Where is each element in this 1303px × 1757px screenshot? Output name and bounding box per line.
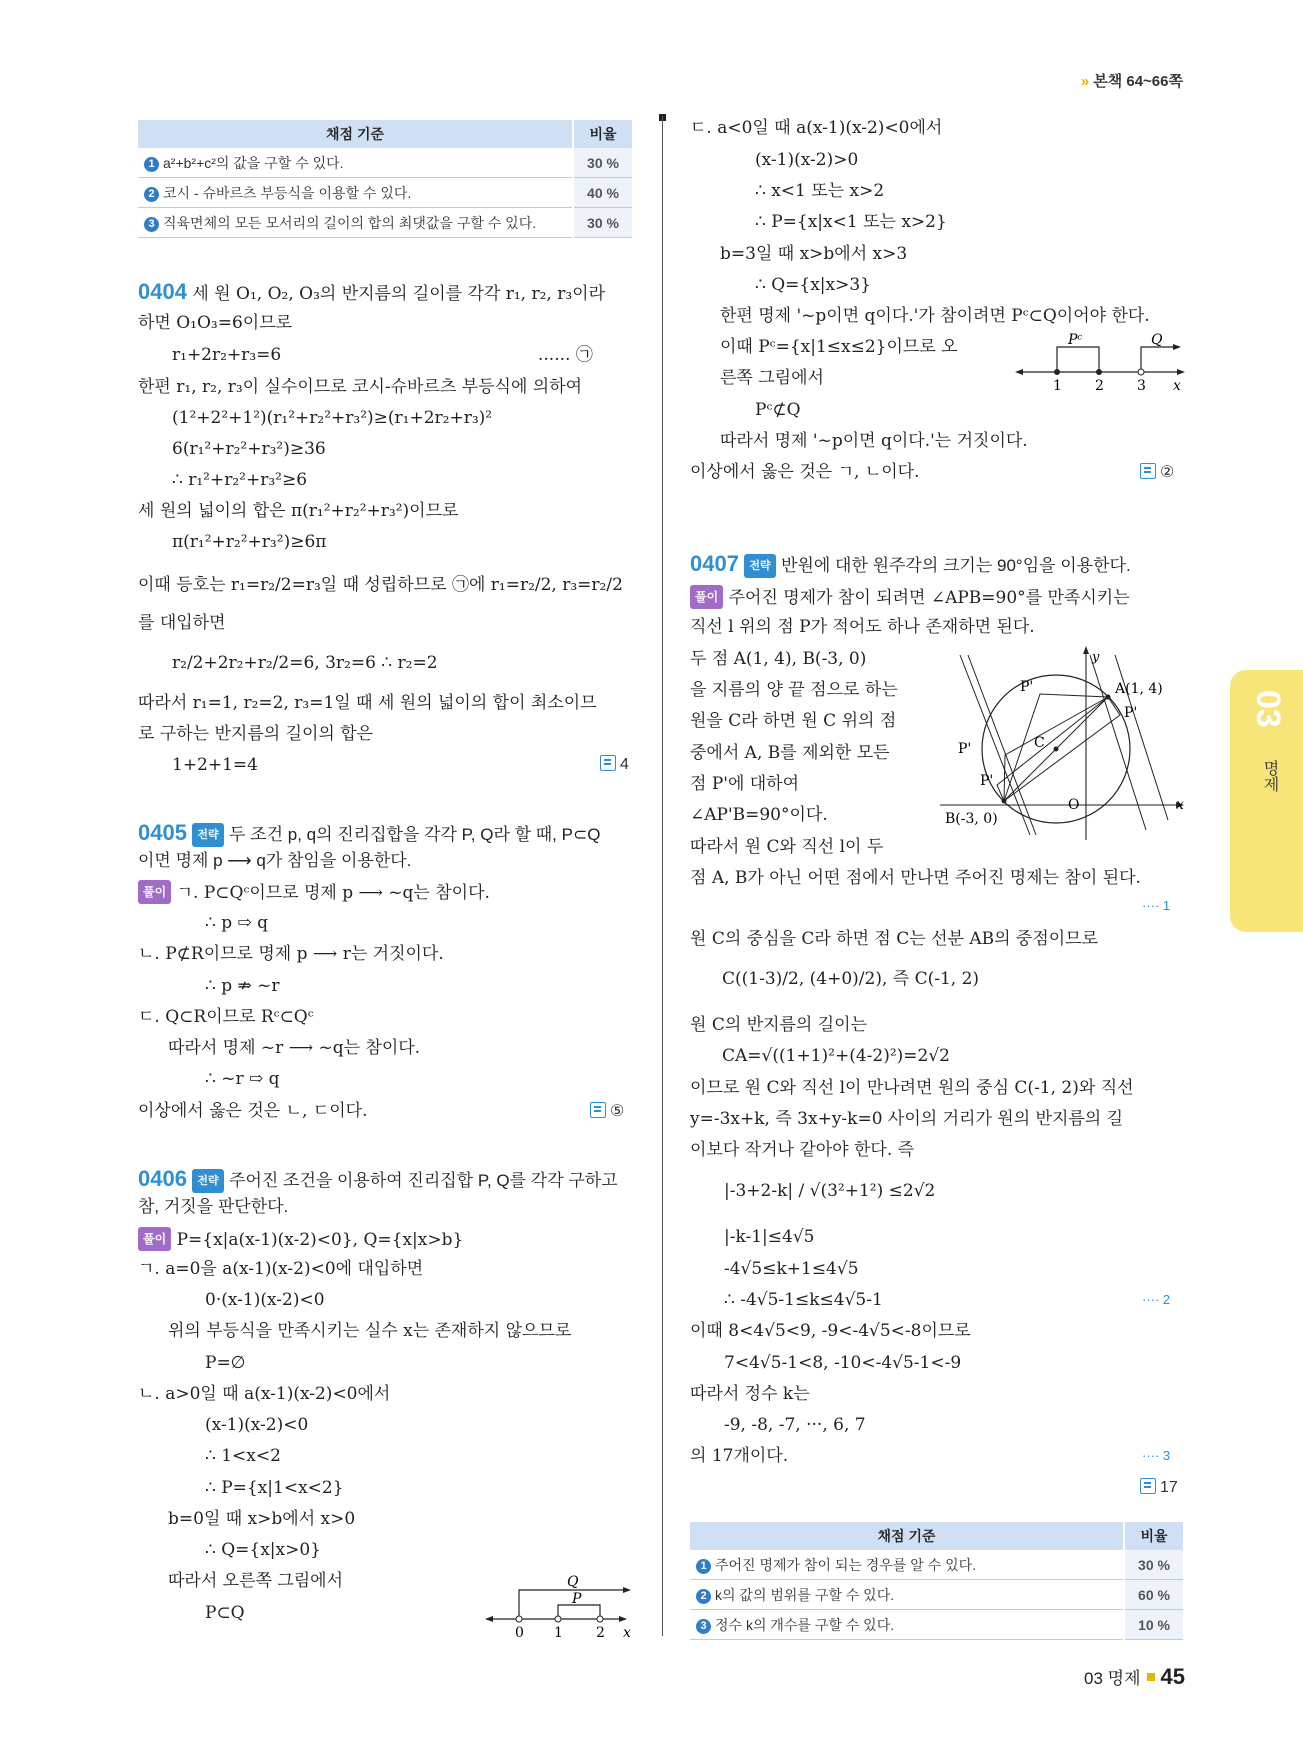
- set-label: Pᶜ: [1068, 332, 1083, 348]
- solution-line: y=-3x+k, 즉 3x+y-k=0 사이의 거리가 원의 반지름의 길: [690, 1109, 1124, 1129]
- circle-number-icon: 3: [144, 217, 159, 232]
- point-label: B(-3, 0): [945, 811, 998, 827]
- solution-line: (x-1)(x-2)>0: [755, 150, 859, 170]
- answer: [1140, 462, 1174, 482]
- point-label: P': [958, 741, 972, 757]
- solution-line: -4√5≤k+1≤4√5: [724, 1259, 859, 1279]
- circle-number-icon: 1: [144, 157, 159, 172]
- criteria-text: k의 값의 범위를 구할 수 있다.: [715, 1586, 895, 1603]
- step-marker: ···· 2: [1142, 1292, 1171, 1307]
- axis-label: x: [623, 1625, 631, 1640]
- criteria-cell: [138, 208, 573, 238]
- set-label: Q: [567, 1574, 579, 1590]
- solution-line: P=∅: [205, 1353, 246, 1373]
- strategy-text: 참, 거짓을 판단한다.: [138, 1197, 289, 1216]
- tick-label: 2: [1095, 378, 1104, 394]
- table-row: [138, 148, 632, 178]
- ratio-cell: 30 %: [573, 208, 632, 238]
- table-row: [690, 1610, 1183, 1640]
- problem-number: 0404: [138, 279, 187, 304]
- square-bullet-icon: [1147, 1673, 1155, 1681]
- solution-line: ∴ -4√5-1≤k≤4√5-1: [724, 1290, 883, 1310]
- solution-line: |-3+2-k| / √(3²+1²) ≤2√2: [724, 1181, 936, 1201]
- page-footer: [1084, 1664, 1185, 1690]
- step-marker: ···· 3: [1142, 1448, 1171, 1463]
- solution-line: Pᶜ⊄Q: [755, 400, 801, 420]
- answer: [600, 755, 629, 774]
- solution-line: ㄴ. P⊄R이므로 명제 p ⟶ r는 거짓이다.: [138, 944, 444, 964]
- solution-line: 를 대입하면: [138, 613, 226, 633]
- criteria-cell: [138, 148, 573, 178]
- axis-label: x: [1176, 797, 1184, 813]
- solution-line: b=3일 때 x>b에서 x>3: [720, 244, 908, 264]
- solution-line: r₂/2+2r₂+r₂/2=6, 3r₂=6 ∴ r₂=2: [172, 653, 438, 673]
- equation-tag: ...... ㉠: [538, 345, 593, 365]
- axis-label: x: [1173, 378, 1181, 394]
- point-label: A(1, 4): [1115, 681, 1163, 697]
- solution-line: 로 구하는 반지름의 길이의 합은: [138, 724, 374, 744]
- answer-icon: [590, 1102, 606, 1118]
- solution-line: (1²+2²+1²)(r₁²+r₂²+r₃²)≥(r₁+2r₂+r₃)²: [172, 408, 493, 428]
- header-ratio: 비율: [573, 120, 632, 148]
- solution-line: P⊂Q: [205, 1603, 245, 1623]
- ratio-cell: 10 %: [1124, 1610, 1183, 1640]
- solution-line: ㄷ. Q⊂R이므로 Rᶜ⊂Qᶜ: [138, 1007, 314, 1027]
- strategy-text: 두 조건 p, q의 진리집합을 각각 P, Q라 할 때, P⊂Q: [229, 825, 601, 844]
- answer-icon: [1140, 463, 1156, 479]
- solution-line: ∠AP'B=90°이다.: [690, 805, 828, 825]
- criteria-text: 주어진 명제가 참이 되는 경우를 알 수 있다.: [715, 1556, 977, 1573]
- solution-line: 6(r₁²+r₂²+r₃²)≥36: [172, 439, 326, 459]
- problem-number: 0407: [690, 551, 739, 576]
- strategy-text: 반원에 대한 원주각의 크기는 90°임을 이용한다.: [781, 556, 1131, 575]
- criteria-text: 직육면체의 모든 모서리의 길이의 합의 최댓값을 구할 수 있다.: [163, 214, 537, 231]
- solution-line: ∴ P={x|x<1 또는 x>2}: [755, 212, 947, 232]
- ratio-cell: 60 %: [1124, 1580, 1183, 1610]
- solution-line: 점 P'에 대하여: [690, 774, 800, 794]
- answer-value: ⑤: [610, 1103, 625, 1120]
- solution-line: 하면 O₁O₃=6이므로: [138, 313, 293, 333]
- solution-line: CA=√((1+1)²+(4-2)²)=2√2: [722, 1046, 950, 1066]
- problem-number: 0405: [138, 820, 187, 845]
- tick-label: 0: [515, 1625, 524, 1640]
- solution-line: 이보다 작거나 같아야 한다. 즉: [690, 1140, 915, 1160]
- set-label: Q: [1151, 332, 1163, 348]
- tick-label: 1: [1053, 378, 1062, 394]
- solution-line: 한편 명제 '~p이면 q이다.'가 참이려면 Pᶜ⊂Q이어야 한다.: [720, 306, 1150, 326]
- ratio-cell: 40 %: [573, 178, 632, 208]
- solution-line: 따라서 오른쪽 그림에서: [168, 1571, 344, 1591]
- solution-line: C((1-3)/2, (4+0)/2), 즉 C(-1, 2): [722, 969, 980, 989]
- circle-number-icon: 2: [144, 187, 159, 202]
- strategy-badge: 전략: [744, 554, 775, 578]
- answer-icon: [1140, 1478, 1156, 1494]
- footer-chapter: 03 명제: [1084, 1669, 1141, 1688]
- point-label: P': [1020, 679, 1034, 695]
- solution-line: 0·(x-1)(x-2)<0: [205, 1290, 325, 1310]
- tick-label: 2: [596, 1625, 605, 1640]
- solution-line: 세 원의 넓이의 합은 π(r₁²+r₂²+r₃²)이므로: [138, 501, 459, 521]
- solution-line: 이므로 원 C와 직선 l이 만나려면 원의 중심 C(-1, 2)와 직선: [690, 1078, 1134, 1098]
- solution-badge: 풀이: [138, 880, 171, 904]
- solution-line: b=0일 때 x>b에서 x>0: [168, 1509, 356, 1529]
- solution-line: ∴ p ⇨ q: [205, 913, 269, 933]
- solution-line: P={x|a(x-1)(x-2)<0}, Q={x|x>b}: [176, 1230, 464, 1250]
- solution-line: 원 C의 중심을 C라 하면 점 C는 선분 AB의 중점이므로: [690, 929, 1099, 949]
- solution-line: π(r₁²+r₂²+r₃²)≥6π: [172, 532, 327, 552]
- header-ratio: 비율: [1124, 1522, 1183, 1550]
- solution-line: ㄱ. a=0을 a(x-1)(x-2)<0에 대입하면: [138, 1259, 424, 1279]
- criteria-text: 정수 k의 개수를 구할 수 있다.: [715, 1616, 895, 1633]
- solution-line: ∴ Q={x|x>0}: [205, 1540, 321, 1560]
- chapter-number: 03: [1249, 690, 1287, 728]
- solution-line: 주어진 명제가 참이 되려면 ∠APB=90°를 만족시키는: [728, 588, 1130, 608]
- solution-line: 원 C의 반지름의 길이는: [690, 1015, 868, 1035]
- table-row: [138, 208, 632, 238]
- table-row: [138, 178, 632, 208]
- solution-line: 따라서 정수 k는: [690, 1384, 810, 1404]
- strategy-text: 주어진 조건을 이용하여 진리집합 P, Q를 각각 구하고: [229, 1171, 618, 1190]
- solution-line: -9, -8, -7, ···, 6, 7: [724, 1415, 866, 1435]
- solution-line: 한편 r₁, r₂, r₃이 실수이므로 코시-슈바르츠 부등식에 의하여: [138, 377, 583, 397]
- solution-line: 따라서 원 C와 직선 l이 두: [690, 837, 884, 857]
- solution-line: 원을 C라 하면 원 C 위의 점: [690, 711, 897, 731]
- solution-line: 이상에서 옳은 것은 ㄴ, ㄷ이다.: [138, 1101, 368, 1121]
- problem-number: 0406: [138, 1166, 187, 1191]
- number-line-figure-1: [485, 1565, 635, 1640]
- ratio-cell: 30 %: [573, 148, 632, 178]
- table-header-row: [690, 1522, 1183, 1550]
- number-line-figure-2: [1015, 332, 1190, 394]
- chapter-name: 명제: [1261, 760, 1278, 792]
- answer-value: 4: [620, 756, 629, 773]
- solution-line: 7<4√5-1<8, -10<-4√5-1<-9: [724, 1353, 962, 1373]
- solution-line: 을 지름의 양 끝 점으로 하는: [690, 680, 898, 700]
- criteria-cell: [138, 178, 573, 208]
- double-chevron-icon: »: [1080, 73, 1090, 90]
- solution-line: 이때 등호는 r₁=r₂/2=r₃일 때 성립하므로 ㉠에 r₁=r₂/2, r₃=r₂/2: [138, 575, 623, 595]
- point-label: P': [1124, 705, 1138, 721]
- ratio-cell: 30 %: [1124, 1550, 1183, 1580]
- solution-line: ㄷ. a<0일 때 a(x-1)(x-2)<0에서: [690, 118, 943, 138]
- solution-line: 이상에서 옳은 것은 ㄱ, ㄴ이다.: [690, 462, 920, 482]
- header-criteria: 채점 기준: [138, 120, 573, 148]
- grading-table-1: [138, 120, 632, 238]
- solution-line: 이때 Pᶜ={x|1≤x≤2}이므로 오: [720, 337, 958, 357]
- page-reference: » 본책 64~66쪽: [1080, 73, 1183, 90]
- solution-line: 1+2+1=4: [172, 755, 258, 775]
- solution-line: |-k-1|≤4√5: [724, 1227, 815, 1247]
- origin-label: O: [1068, 797, 1080, 813]
- set-label: P: [572, 1591, 582, 1607]
- criteria-cell: [690, 1610, 1124, 1640]
- solution-badge: 풀이: [138, 1227, 171, 1251]
- solution-line: (x-1)(x-2)<0: [205, 1415, 309, 1435]
- table-header-row: [138, 120, 632, 148]
- solution-line: 따라서 명제 '~p이면 q이다.'는 거짓이다.: [720, 431, 1028, 451]
- strategy-badge: 전략: [192, 823, 223, 847]
- solution-line: ∴ x<1 또는 x>2: [755, 181, 885, 201]
- solution-badge: 풀이: [690, 585, 723, 609]
- solution-line: ∴ ~r ⇨ q: [205, 1069, 280, 1089]
- answer-value: ②: [1160, 464, 1175, 481]
- tick-label: 1: [554, 1625, 563, 1640]
- point-label: P': [980, 773, 994, 789]
- solution-line: 점 A, B가 아닌 어떤 점에서 만나면 주어진 명제는 참이 된다.: [690, 868, 1141, 888]
- solution-line: 세 원 O₁, O₂, O₃의 반지름의 길이를 각각 r₁, r₂, r₃이라: [192, 284, 606, 304]
- solution-line: ∴ r₁²+r₂²+r₃²≥6: [172, 470, 308, 490]
- criteria-text: 코시 - 슈바르츠 부등식을 이용할 수 있다.: [163, 184, 412, 201]
- solution-line: ㄱ. P⊂Qᶜ이므로 명제 p ⟶ ~q는 참이다.: [176, 883, 490, 903]
- solution-line: 의 17개이다.: [690, 1446, 789, 1466]
- solution-line: ∴ p ⇏ ~r: [205, 976, 280, 996]
- solution-line: 른쪽 그림에서: [720, 368, 824, 388]
- answer: [1140, 1478, 1178, 1497]
- answer-value: 17: [1160, 1479, 1178, 1496]
- answer-icon: [600, 755, 616, 771]
- grading-table-2: [690, 1522, 1183, 1640]
- criteria-text: a²+b²+c²의 값을 구할 수 있다.: [163, 154, 344, 171]
- solution-line: r₁+2r₂+r₃=6: [172, 345, 282, 365]
- solution-line: ∴ Q={x|x>3}: [755, 275, 871, 295]
- page-number: 45: [1160, 1664, 1185, 1689]
- solution-line: 두 점 A(1, 4), B(-3, 0): [690, 649, 867, 669]
- criteria-cell: [690, 1580, 1124, 1610]
- axis-label: y: [1092, 650, 1100, 665]
- criteria-cell: [690, 1550, 1124, 1580]
- table-row: [690, 1550, 1183, 1580]
- column-divider: [662, 116, 663, 1636]
- solution-line: 위의 부등식을 만족시키는 실수 x는 존재하지 않으므로: [168, 1321, 572, 1341]
- strategy-badge: 전략: [192, 1169, 223, 1193]
- solution-line: ㄴ. a>0일 때 a(x-1)(x-2)<0에서: [138, 1384, 391, 1404]
- circle-geometry-figure: [940, 645, 1190, 845]
- solution-line: ∴ 1<x<2: [205, 1446, 281, 1466]
- point-label: C: [1034, 735, 1045, 751]
- solution-line: 이때 8<4√5<9, -9<-4√5<-8이므로: [690, 1321, 971, 1341]
- answer: [590, 1101, 624, 1121]
- step-marker: ···· 1: [1142, 898, 1171, 913]
- chapter-side-tab[interactable]: [1230, 670, 1303, 932]
- table-row: [690, 1580, 1183, 1610]
- tick-label: 3: [1137, 378, 1146, 394]
- header-criteria: 채점 기준: [690, 1522, 1124, 1550]
- circle-number-icon: 2: [696, 1589, 711, 1604]
- circle-number-icon: 1: [696, 1559, 711, 1574]
- solution-line: 직선 l 위의 점 P가 적어도 하나 존재하면 된다.: [690, 617, 1035, 637]
- solution-line: ∴ P={x|1<x<2}: [205, 1478, 344, 1498]
- solution-line: 중에서 A, B를 제외한 모든: [690, 743, 890, 763]
- strategy-text: 이면 명제 p ⟶ q가 참임을 이용한다.: [138, 851, 412, 870]
- solution-line: 따라서 r₁=1, r₂=2, r₃=1일 때 세 원의 넓이의 합이 최소이므: [138, 693, 597, 713]
- circle-number-icon: 3: [696, 1619, 711, 1634]
- solution-line: 따라서 명제 ~r ⟶ ~q는 참이다.: [168, 1038, 421, 1058]
